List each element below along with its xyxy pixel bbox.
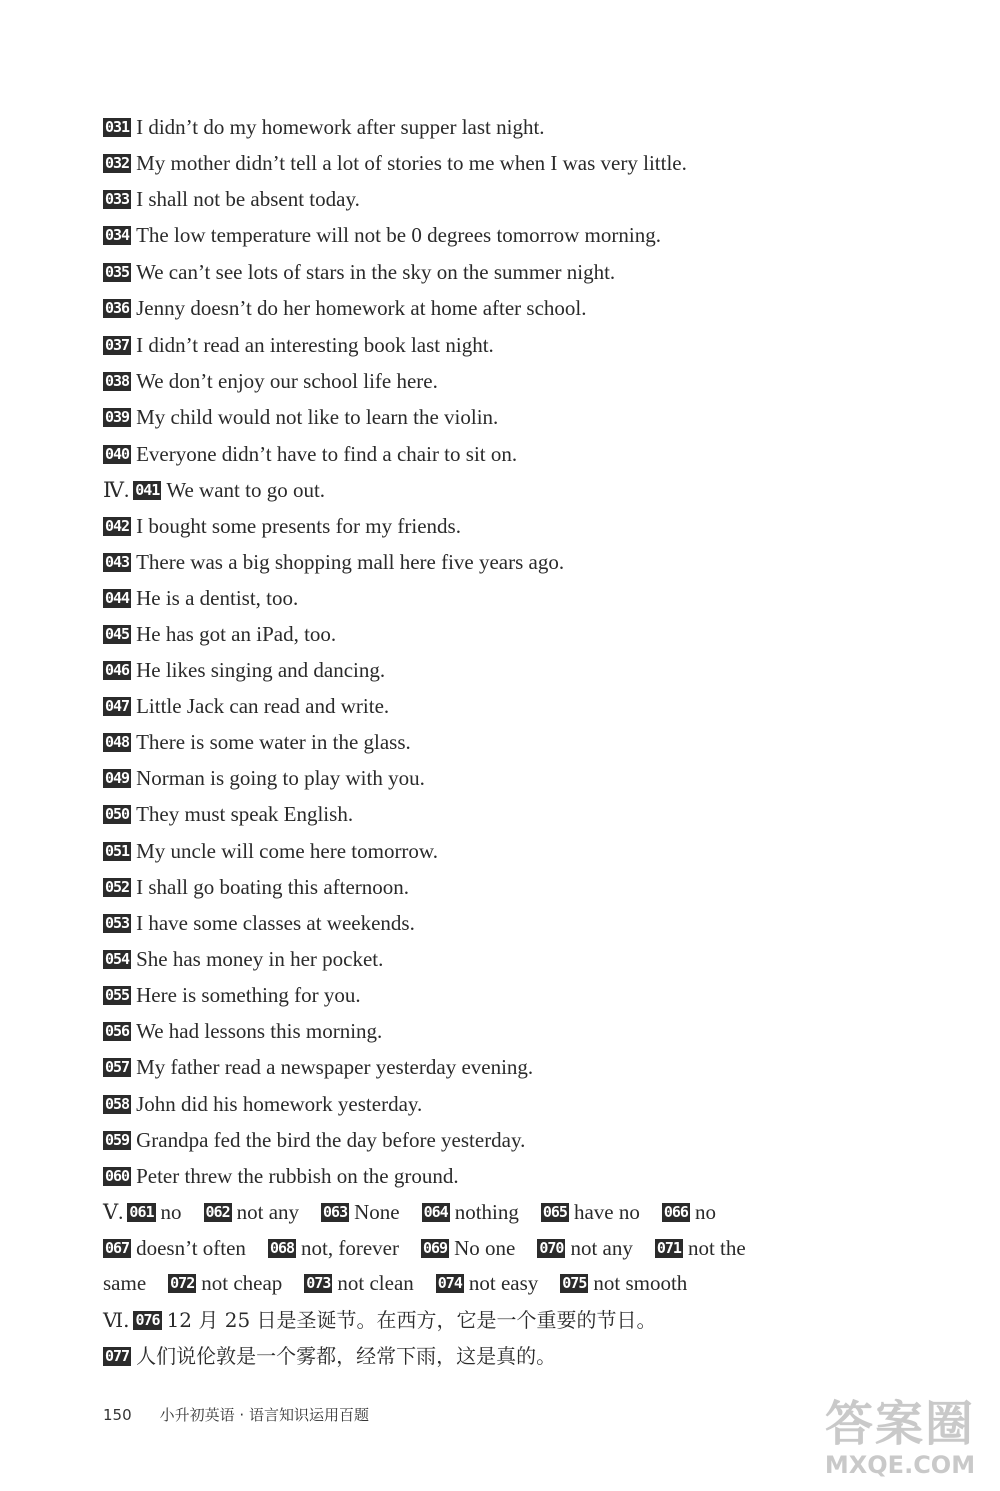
answer-text: nothing [454, 1200, 519, 1224]
answer-text: Everyone didn’t have to find a chair to sit on. [136, 442, 518, 466]
answer-text: Norman is going to play with you. [136, 766, 425, 790]
answer-line-034 [103, 220, 661, 250]
item-number-badge: 037 [105, 336, 130, 354]
answer-text: not easy [468, 1271, 539, 1295]
answer-text: not clean [337, 1271, 414, 1295]
answer-line-044 [103, 583, 298, 613]
answer-text: 人们说伦敦是一个雾都，经常下雨，这是真的。 [136, 1344, 557, 1368]
answer-line-056 [103, 1016, 382, 1046]
answer-line-050 [103, 799, 353, 829]
answer-text: She has money in her pocket. [136, 947, 384, 971]
item-number-badge: 044 [105, 589, 130, 607]
answer-text: None [354, 1200, 400, 1224]
item-number-badge: 041 [135, 481, 160, 499]
answer-line-040 [103, 439, 517, 469]
item-number-badge: 034 [105, 226, 130, 244]
answer-text: My father read a newspaper yesterday evening. [136, 1055, 534, 1079]
answer-text: My child would not like to learn the violin. [136, 405, 499, 429]
answer-line-052 [103, 872, 409, 902]
item-number-badge: 038 [105, 372, 130, 390]
answer-line-042 [103, 511, 461, 541]
item-number-badge: 046 [105, 661, 130, 679]
watermark [805, 1385, 995, 1485]
book-title: 小升初英语 · 语言知识运用百题 [159, 1406, 369, 1424]
answer-text: I didn’t do my homework after supper last night. [136, 115, 545, 139]
item-number-badge: 067 [105, 1239, 130, 1257]
answer-text: no [694, 1200, 716, 1224]
answer-line-059 [103, 1125, 525, 1155]
item-number-badge: 066 [663, 1203, 688, 1221]
answer-text: My uncle will come here tomorrow. [136, 839, 438, 863]
answer-line-057 [103, 1052, 533, 1082]
answer-line-053 [103, 908, 415, 938]
item-number-badge: 052 [105, 878, 130, 896]
watermark-logo: 答案圈 [824, 1396, 975, 1452]
answer-line-041 [103, 475, 325, 505]
answer-text: We want to go out. [166, 478, 326, 502]
answer-text: They must speak English. [136, 802, 354, 826]
answer-line-049 [103, 763, 425, 793]
item-number-badge: 035 [105, 263, 130, 281]
answer-line-055 [103, 980, 361, 1010]
answer-text: There is some water in the glass. [136, 730, 411, 754]
item-number-badge: 061 [129, 1203, 154, 1221]
answer-text: no [160, 1200, 182, 1224]
watermark-url: MXQE.COM [824, 1451, 976, 1479]
item-number-badge: 059 [105, 1131, 130, 1149]
answer-line-077 [103, 1341, 556, 1371]
answer-text: I shall not be absent today. [136, 187, 360, 211]
answer-line-048 [103, 727, 411, 757]
answer-line-035 [103, 257, 615, 287]
answer-text: John did his homework yesterday. [136, 1092, 423, 1116]
answer-line-067-071 [103, 1233, 746, 1263]
item-number-badge: 051 [105, 842, 130, 860]
answer-line-058 [103, 1089, 422, 1119]
answer-text: Here is something for you. [136, 983, 361, 1007]
item-number-badge: 057 [105, 1058, 130, 1076]
item-number-badge: 056 [105, 1022, 130, 1040]
item-number-badge: 040 [105, 445, 130, 463]
item-number-badge: 071 [656, 1239, 681, 1257]
item-number-badge: 048 [105, 733, 130, 751]
item-number-badge: 063 [323, 1203, 348, 1221]
item-number-badge: 065 [542, 1203, 567, 1221]
answer-line-046 [103, 655, 385, 685]
answer-line-031 [103, 112, 545, 142]
answer-line-043 [103, 547, 564, 577]
item-number-badge: 077 [105, 1347, 130, 1365]
answer-text: I shall go boating this afternoon. [136, 875, 410, 899]
item-number-badge: 049 [105, 769, 130, 787]
answer-line-071-075 [103, 1268, 687, 1298]
answer-line-038 [103, 366, 438, 396]
item-number-badge: 076 [135, 1311, 160, 1329]
answer-text: We had lessons this morning. [136, 1019, 383, 1043]
item-number-badge: 068 [269, 1239, 295, 1257]
item-number-badge: 045 [105, 625, 130, 643]
item-number-badge: 074 [437, 1274, 462, 1292]
item-number-badge: 064 [423, 1203, 448, 1221]
section-heading-iv: Ⅳ. [103, 478, 130, 502]
answer-line-060 [103, 1161, 459, 1191]
answer-text: doesn’t often [136, 1236, 246, 1260]
answer-text: I didn’t read an interesting book last night. [136, 333, 494, 357]
item-number-badge: 062 [205, 1203, 230, 1221]
item-number-badge: 069 [423, 1239, 448, 1257]
item-number-badge: 039 [105, 408, 130, 426]
answer-text: My mother didn’t tell a lot of stories to me when I was very little. [136, 151, 687, 175]
answer-line-047 [103, 691, 389, 721]
answer-text: have no [573, 1200, 640, 1224]
answer-line-037 [103, 330, 494, 360]
item-number-badge: 042 [105, 517, 130, 535]
item-number-badge: 073 [306, 1274, 331, 1292]
answer-text: not the [687, 1236, 746, 1260]
item-number-badge: 055 [105, 986, 130, 1004]
item-number-badge: 075 [562, 1274, 587, 1292]
item-number-badge: 053 [105, 914, 130, 932]
item-number-badge: 032 [105, 154, 130, 172]
item-number-badge: 033 [105, 190, 130, 208]
answer-text: He likes singing and dancing. [136, 658, 386, 682]
answer-text: He has got an iPad, too. [136, 622, 337, 646]
answer-text: Grandpa fed the bird the day before yesterday. [136, 1128, 526, 1152]
answer-text: We don’t enjoy our school life here. [136, 369, 438, 393]
answer-text: Jenny doesn’t do her homework at home after school. [136, 296, 587, 320]
answer-text: not, forever [301, 1236, 399, 1260]
answer-text: No one [454, 1236, 516, 1260]
answer-text-continued: same [103, 1271, 147, 1295]
answer-line-032 [103, 148, 687, 178]
item-number-badge: 072 [170, 1274, 195, 1292]
answer-text: We can’t see lots of stars in the sky on the summer night. [136, 260, 616, 284]
answer-text: not smooth [593, 1271, 688, 1295]
answer-text: not any [570, 1236, 633, 1260]
answer-line-076 [103, 1305, 657, 1335]
answer-line-045 [103, 619, 336, 649]
answer-text: I bought some presents for my friends. [136, 514, 461, 538]
item-number-badge: 058 [105, 1095, 130, 1113]
item-number-badge: 043 [105, 553, 130, 571]
answer-line-051 [103, 836, 438, 866]
answer-text: Peter threw the rubbish on the ground. [136, 1164, 459, 1188]
item-number-badge: 054 [105, 950, 130, 968]
answer-line-061-066 [103, 1197, 716, 1227]
answer-line-054 [103, 944, 383, 974]
item-number-badge: 060 [105, 1167, 130, 1185]
item-number-badge: 031 [105, 118, 130, 136]
answer-text: The low temperature will not be 0 degrees tomorrow morning. [136, 223, 661, 247]
answer-text: not any [236, 1200, 300, 1224]
page-footer [103, 1404, 369, 1425]
answer-text: There was a big shopping mall here five years ago. [136, 550, 565, 574]
answer-text: not cheap [201, 1271, 283, 1295]
item-number-badge: 070 [539, 1239, 564, 1257]
answer-text: 12 月 25 日是圣诞节。在西方，它是一个重要的节日。 [166, 1308, 657, 1332]
answer-line-033 [103, 184, 360, 214]
item-number-badge: 036 [105, 299, 130, 317]
section-heading-v: Ⅴ. [103, 1200, 124, 1224]
page-number: 150 [103, 1406, 132, 1424]
answer-line-036 [103, 293, 587, 323]
answer-text: Little Jack can read and write. [136, 694, 390, 718]
answer-text: I have some classes at weekends. [136, 911, 415, 935]
section-heading-vi: Ⅵ. [103, 1308, 130, 1332]
item-number-badge: 047 [105, 697, 130, 715]
item-number-badge: 050 [105, 805, 130, 823]
answer-line-039 [103, 402, 498, 432]
answer-text: He is a dentist, too. [136, 586, 299, 610]
